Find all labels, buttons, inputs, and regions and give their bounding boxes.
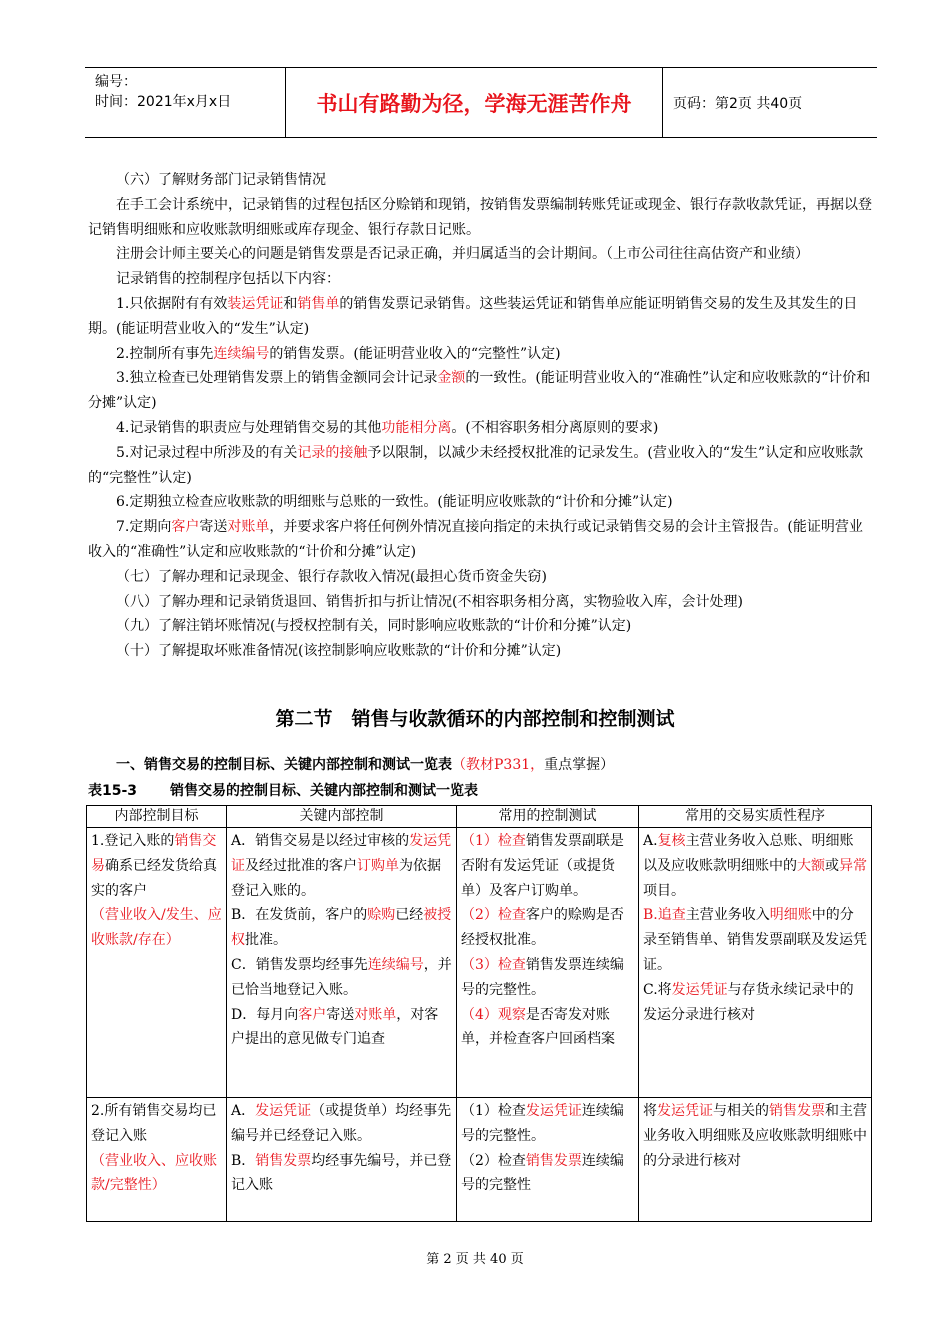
control-item-2: 2.控制所有事先连续编号的销售发票。(能证明营业收入的“完整性”认定) xyxy=(116,345,561,362)
control-item-6: 6.定期独立检查应收账款的明细账与总账的一致性。(能证明应收账款的“计价和分摊”认定) xyxy=(116,494,673,511)
table-cell: （1）检查发运凭证连续编号的完整性。 （2）检查销售发票连续编号的完整性 xyxy=(457,1098,639,1222)
table-header-row xyxy=(87,806,872,828)
time-label: 时间：2021年x月x日 xyxy=(95,94,232,110)
header-motto: 书山有路勤为径，学海无涯苦作舟 xyxy=(285,68,663,137)
table-cell: 将发运凭证与相关的销售发票和主营业务收入明细账及应收账款明细账中的分录进行核对 xyxy=(639,1098,872,1222)
header-meta xyxy=(85,68,285,137)
page-header xyxy=(85,67,877,138)
paragraph: （六）了解财务部门记录销售情况 xyxy=(116,172,326,188)
paragraph: （九）了解注销坏账情况(与授权控制有关，同时影响应收账款的“计价和分摊”认定) xyxy=(116,618,632,635)
header-page-label: 页码：第2页 共40页 xyxy=(673,95,803,112)
header-cell: 关键内部控制 xyxy=(227,806,457,828)
control-item-5: 5.对记录过程中所涉及的有关记录的接触予以限制，以减少未经授权批准的记录发生。(营业收入的“发生”认定和应收账款的“完整性”认定) xyxy=(88,444,864,486)
table-cell: A．发运凭证（或提货单）均经事先编号并已经登记入账。 B．销售发票均经事先编号，并已登记入账 xyxy=(227,1098,457,1222)
control-item-4: 4.记录销售的职责应与处理销售交易的其他功能相分离。(不相容职务相分离原则的要求) xyxy=(116,419,659,436)
paragraph: （八）了解办理和记录销货退回、销售折扣与折让情况(不相容职务相分离，实物验收入库，会计处理) xyxy=(116,593,743,610)
table-cell: A．销售交易是以经过审核的发运凭证及经过批准的客户订购单为依据登记入账的。 B．在发货前，客户的赊购已经被授权批准。 C．销售发票均经事先连续编号，并已恰当地登记入账。 D．每月向客户寄送对账单，对客户提出的意见做专门追查 xyxy=(227,828,457,1098)
table-row xyxy=(87,1098,872,1222)
table-cell: 2.所有销售交易均已登记入账 （营业收入、应收账款/完整性） xyxy=(87,1098,227,1222)
table-caption: 表15-3 销售交易的控制目标、关键内部控制和测试一览表 xyxy=(88,783,478,799)
table-cell: （1）检查销售发票副联是否附有发运凭证（或提货单）及客户订购单。 （2）检查客户的赊购是否经授权批准。 （3）检查销售发票连续编号的完整性。 （4）观察是否寄发对账单，并检查客户回函档案 xyxy=(457,828,639,1098)
section-title: 第二节 销售与收款循环的内部控制和控制测试 xyxy=(275,708,675,730)
paragraph: （十）了解提取坏账准备情况(该控制影响应收账款的“计价和分摊”认定) xyxy=(116,643,562,660)
number-label: 编号： xyxy=(95,74,137,90)
header-cell: 内部控制目标 xyxy=(87,806,227,828)
table-cell: 1.登记入账的销售交易确系已经发货给真实的客户 （营业收入/发生、应收账款/存在） xyxy=(87,828,227,1098)
body-text xyxy=(88,168,876,664)
paragraph: 在手工会计系统中，记录销售的过程包括区分赊销和现销，按销售发票编制转账凭证或现金、银行存款收款凭证，再据以登记销售明细账和应收账款明细账或库存现金、银行存款日记账。 xyxy=(88,196,872,238)
paragraph: 记录销售的控制程序包括以下内容： xyxy=(116,271,340,288)
paragraph: 注册会计师主要关心的问题是销售发票是否记录正确，并归属适当的会计期间。（上市公司往往高估资产和业绩） xyxy=(116,246,809,263)
control-item-1: 1.只依据附有有效装运凭证和销售单的销售发票记录销售。这些装运凭证和销售单应能证明销售交易的发生及其发生的日期。(能证明营业收入的“发生”认定) xyxy=(88,295,858,337)
control-item-7: 7.定期向客户寄送对账单，并要求客户将任何例外情况直接向指定的未执行或记录销售交易的会计主管报告。(能证明营业收入的“准确性”认定和应收账款的“计价和分摊”认定) xyxy=(88,519,863,560)
paragraph: （七）了解办理和记录现金、银行存款收入情况(最担心货币资金失窃) xyxy=(116,568,547,585)
header-cell: 常用的控制测试 xyxy=(457,806,639,828)
table-row xyxy=(87,828,872,1098)
table-cell: A.复核主营业务收入总账、明细账以及应收账款明细账中的大额或异常项目。 B.追查主营业务收入明细账中的分录至销售单、销售发票副联及发运凭证。 C.将发运凭证与存货永续记录中的发运分录进行核对 xyxy=(639,828,872,1098)
section-subtitle: 一、销售交易的控制目标、关键内部控制和测试一览表（教材P331，重点掌握） xyxy=(116,757,615,773)
control-item-3: 3.独立检查已处理销售发票上的销售金额同会计记录金额的一致性。(能证明营业收入的“准确性”认定和应收账款的“计价和分摊”认定) xyxy=(88,370,871,412)
control-table xyxy=(86,805,872,1222)
page-footer: 第 2 页 共 40 页 xyxy=(426,1252,524,1267)
header-cell: 常用的交易实质性程序 xyxy=(639,806,872,828)
